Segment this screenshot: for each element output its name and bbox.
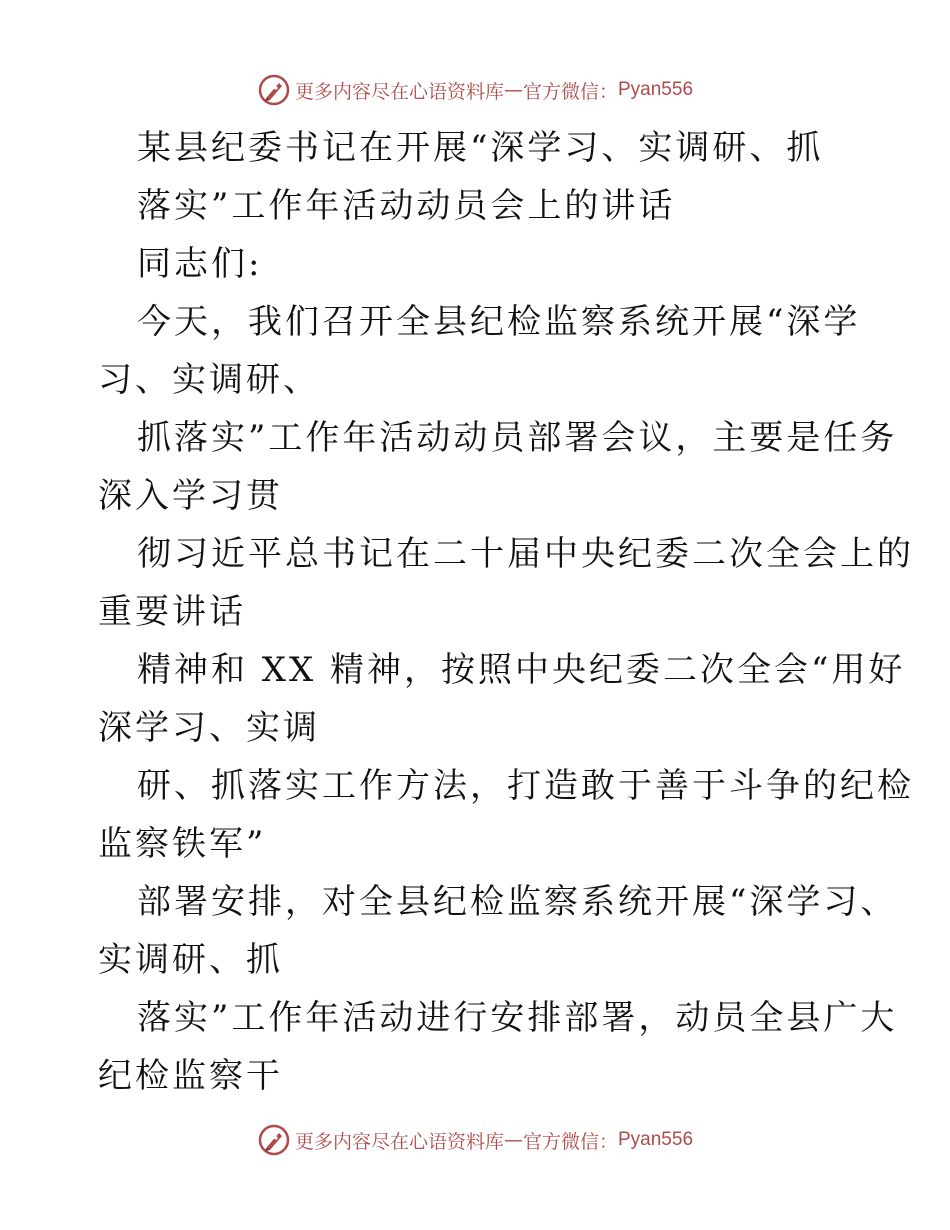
- text-line: 精神和 XX 精神，按照中央纪委二次全会“用好: [137, 650, 906, 690]
- text-line: 重要讲话: [98, 592, 246, 632]
- text-line: 习、实调研、: [98, 360, 320, 400]
- banner-wechat-id: Pyan556: [618, 79, 694, 100]
- banner-text: 更多内容尽在心语资料库: [294, 1130, 504, 1153]
- text-line: 监察铁军”: [98, 824, 267, 864]
- text-line: 同志们:: [137, 244, 263, 284]
- banner-wechat-label: 官方微信：: [522, 1130, 618, 1153]
- banner-separator: —: [503, 1129, 523, 1151]
- text-line: 抓落实”工作年活动动员部署会议，主要是任务: [137, 418, 898, 458]
- text-line: 深学习、实调: [98, 708, 320, 748]
- banner-separator: —: [503, 79, 523, 101]
- text-line: 深入学习贯: [98, 476, 283, 516]
- footer-banner: [0, 1120, 950, 1160]
- banner-text: 更多内容尽在心语资料库: [294, 80, 504, 103]
- text-line: 今天，我们召开全县纪检监察系统开展“深学: [137, 302, 861, 342]
- text-line: 落实”工作年活动动员会上的讲话: [137, 186, 676, 226]
- text-line: 研、抓落实工作方法，打造敢于善于斗争的纪检: [137, 766, 914, 806]
- text-line: 某县纪委书记在开展“深学习、实调研、抓: [137, 128, 824, 168]
- header-banner: [0, 70, 950, 110]
- banner-wechat-label: 官方微信：: [522, 80, 618, 103]
- banner-wechat-id: Pyan556: [618, 1129, 694, 1150]
- text-line: 落实”工作年活动进行安排部署，动员全县广大: [137, 998, 898, 1038]
- text-line: 纪检监察干: [98, 1056, 283, 1096]
- text-line: 实调研、抓: [98, 940, 283, 980]
- text-line: 彻习近平总书记在二十届中央纪委二次全会上的: [137, 534, 914, 574]
- pen-nib-icon: [257, 1123, 291, 1157]
- pen-nib-icon: [257, 73, 291, 107]
- text-line: 部署安排，对全县纪检监察系统开展“深学习、: [137, 882, 898, 922]
